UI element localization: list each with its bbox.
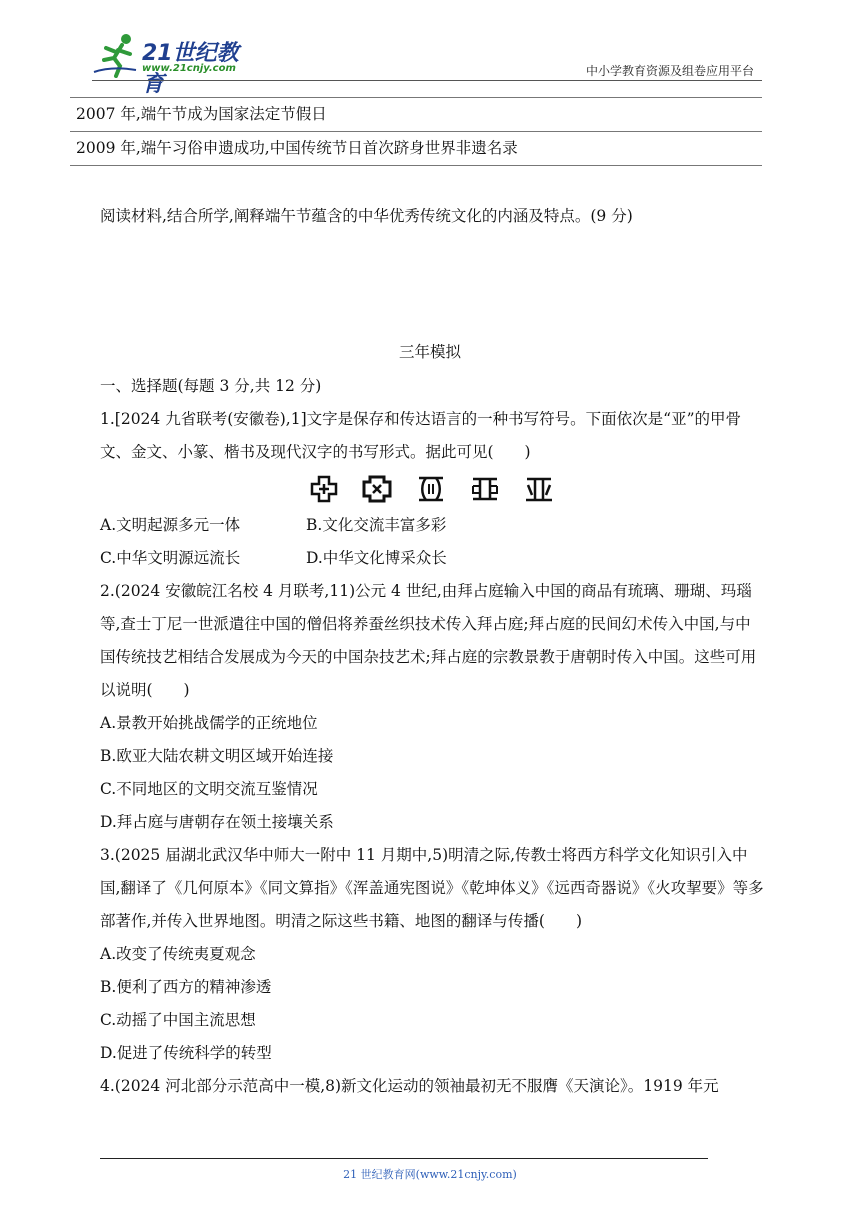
section-title: 三年模拟	[398, 343, 461, 361]
question-3-stem: 3.(2025 届湖北武汉华中师大一附中 11 月期中,5)明清之际,传教士将西方科学文化知识引入中国,翻译了《几何原本》《同文算指》《浑盖通宪图说》《乾坤体义》《远西奇器说》《火攻挈要》等多部著作,并传入世界地图。明清之际这些书籍、地图的翻译与传播( )	[100, 846, 764, 930]
question-1-options-row-2	[100, 542, 764, 575]
header-divider	[92, 80, 762, 81]
question-1-stem: 1.[2024 九省联考(安徽卷),1]文字是保存和传达语言的一种书写符号。下面依次是“亚”的甲骨文、金文、小篆、楷书及现代汉字的书写形式。据此可见( )	[100, 410, 741, 461]
table-row: 2007 年,端午节成为国家法定节假日	[70, 97, 762, 131]
material-table	[70, 97, 762, 166]
question-prompt	[100, 200, 764, 233]
bronze-ya-icon	[361, 474, 393, 504]
option-a[interactable]: A.文明起源多元一体	[100, 516, 241, 534]
option-b[interactable]: B.欧亚大陆农耕文明区域开始连接	[100, 747, 334, 765]
regular-ya-icon	[469, 474, 501, 504]
question-1-options-row-1	[100, 509, 764, 542]
option-c[interactable]: C.不同地区的文明交流互鉴情况	[100, 780, 318, 798]
option-d[interactable]: D.拜占庭与唐朝存在领土接壤关系	[100, 813, 334, 831]
prompt-text: 阅读材料,结合所学,阐释端午节蕴含的中华优秀传统文化的内涵及特点。(9 分)	[100, 207, 633, 225]
part-title: 一、选择题(每题 3 分,共 12 分)	[100, 377, 322, 395]
platform-label: 中小学教育资源及组卷应用平台	[585, 64, 754, 78]
logo-text: 21世纪教育	[142, 41, 239, 97]
option-a[interactable]: A.景教开始挑战儒学的正统地位	[100, 714, 318, 732]
footer-divider	[100, 1158, 708, 1159]
oracle-bone-ya-icon	[309, 474, 339, 504]
modern-ya-icon	[523, 474, 555, 504]
table-row: 2009 年,端午习俗申遗成功,中国传统节日首次跻身世界非遗名录	[70, 131, 762, 166]
seal-ya-icon	[415, 474, 447, 504]
page-header	[0, 0, 860, 97]
footer-link[interactable]: 21 世纪教育网(www.21cnjy.com)	[343, 1168, 517, 1181]
option-c[interactable]: C.中华文明源远流长	[100, 549, 241, 567]
ya-character-forms	[100, 469, 764, 509]
logo-url: www.21cnjy.com	[142, 63, 236, 74]
runner-icon	[92, 32, 142, 78]
option-a[interactable]: A.改变了传统夷夏观念	[100, 945, 256, 963]
option-d[interactable]: D.促进了传统科学的转型	[100, 1044, 272, 1062]
option-c[interactable]: C.动摇了中国主流思想	[100, 1011, 256, 1029]
site-logo[interactable]	[92, 32, 257, 97]
question-list	[100, 370, 764, 1103]
question-4-stem: 4.(2024 河北部分示范高中一模,8)新文化运动的领袖最初无不服膺《天演论》。1919 年元	[100, 1077, 719, 1095]
option-b[interactable]: B.文化交流丰富多彩	[306, 516, 447, 534]
question-2-stem: 2.(2024 安徽皖江名校 4 月联考,11)公元 4 世纪,由拜占庭输入中国的商品有琉璃、珊瑚、玛瑙等,查士丁尼一世派遣往中国的僧侣将养蚕丝织技术传入拜占庭;拜占庭的民间幻术传入中国,与中国传统技艺相结合发展成为今天的中国杂技艺术;拜占庭的宗教景教于唐朝时传入中国。这些可用以说明( )	[100, 582, 757, 699]
option-b[interactable]: B.便利了西方的精神渗透	[100, 978, 272, 996]
option-d[interactable]: D.中华文化博采众长	[306, 549, 447, 567]
